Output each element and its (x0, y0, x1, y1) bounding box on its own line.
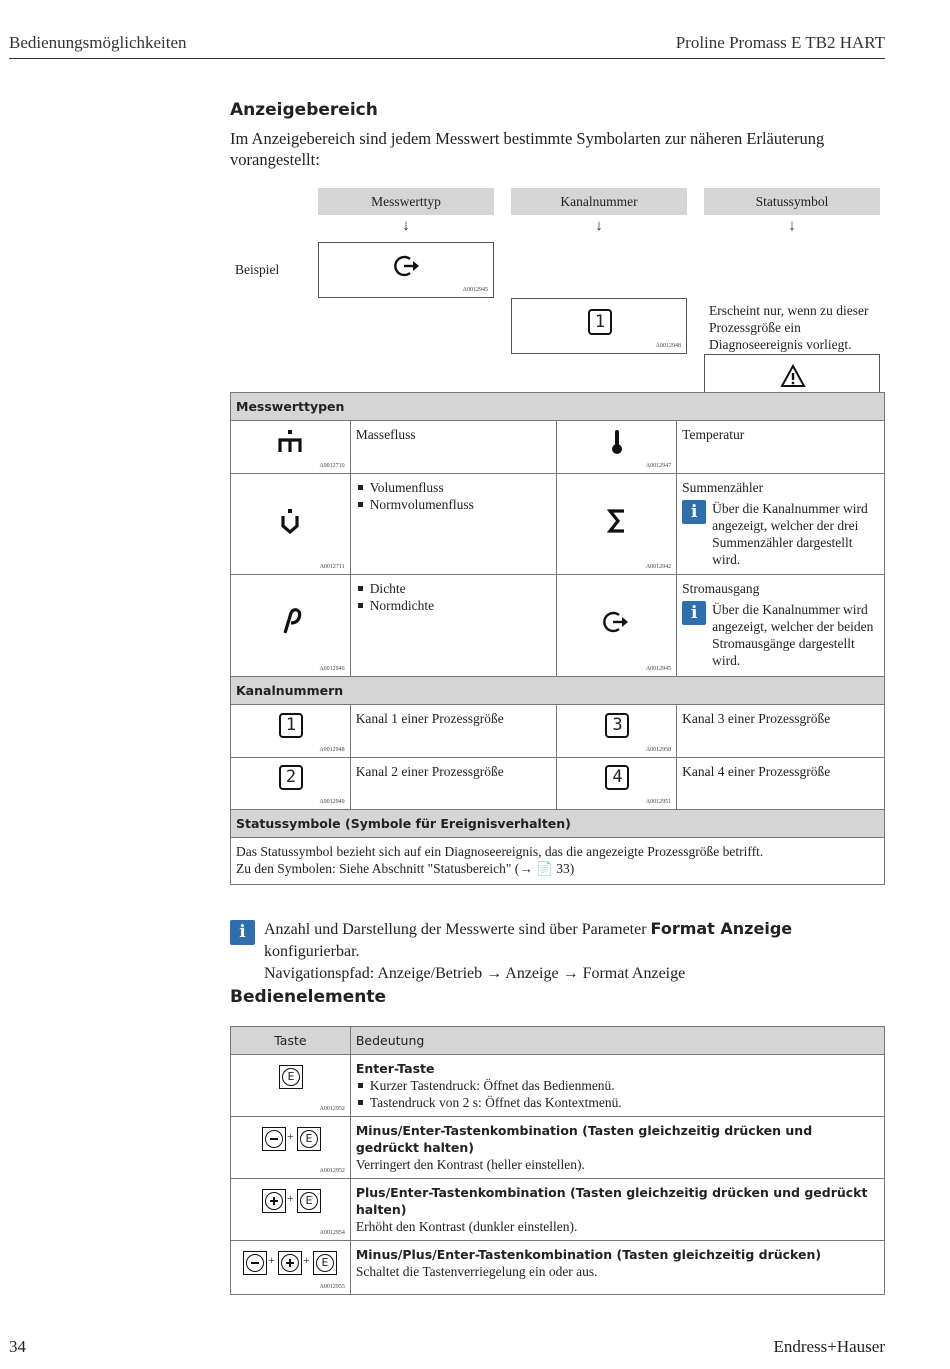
current-output-label: Stromausgang (682, 581, 760, 596)
totalizer-symbol-cell (557, 474, 677, 575)
totalizer-label: Summenzähler (682, 480, 764, 495)
parameter-name: Format Anzeige (650, 919, 793, 938)
list-item: Normdichte (356, 597, 552, 614)
key-description: Erhöht den Kontrast (dunkler einstellen). (355, 1219, 578, 1234)
warning-icon (780, 364, 806, 388)
section-statussymbole: Statussymbole (Symbole für Ereignisverhalten) (231, 810, 885, 838)
sigma-icon (607, 508, 627, 534)
minus-enter-cell (231, 1117, 351, 1179)
plus-sign: + (287, 1129, 294, 1143)
key-title: Minus/Plus/Enter-Tastenkombination (Tasten gleichzeitig drücken) (355, 1247, 822, 1262)
key-description: Verringert den Kontrast (heller einstellen). (355, 1157, 585, 1172)
minus-key-icon (262, 1127, 286, 1151)
beispiel-label: Beispiel (235, 262, 280, 277)
enter-key-letter: E (300, 1130, 318, 1148)
keys-table (230, 1026, 885, 1295)
enter-key-description (350, 1055, 884, 1117)
totalizer-cell (677, 474, 885, 575)
figure-code: A0012945 (645, 666, 672, 672)
info-note (682, 601, 879, 669)
col-bedeutung: Bedeutung (350, 1027, 884, 1055)
current-output-symbol-cell (557, 575, 677, 677)
figure-code: A0012948 (319, 747, 345, 753)
header-rule (9, 58, 885, 59)
note-line-2: Navigationspfad: Anzeige/Betrieb → Anzeige → Format Anzeige (264, 965, 686, 982)
enter-key-icon (313, 1251, 337, 1275)
figure-code: A0012945 (462, 287, 488, 293)
key-title: Enter-Taste (355, 1061, 435, 1076)
density-symbol-cell (231, 575, 351, 677)
channel-1-icon: 1 (588, 309, 612, 335)
enter-key-letter: E (316, 1254, 334, 1272)
example-measurement-type-box (318, 242, 494, 298)
volume-flow-icon (280, 508, 300, 534)
mass-flow-icon (277, 429, 303, 455)
volume-symbol-cell (231, 474, 351, 575)
list-item: Normvolumenfluss (356, 496, 552, 513)
plus-key-icon (262, 1189, 286, 1213)
channel-2-label: Kanal 2 einer Prozessgröße (350, 758, 557, 810)
footer-brand: Endress+Hauser (773, 1337, 885, 1356)
info-note (682, 500, 879, 568)
info-text: Über die Kanalnummer wird angezeigt, welcher der beiden Stromausgänge dargestellt wird. (712, 602, 874, 668)
status-line-2[interactable]: Zu den Symbolen: Siehe Abschnitt "Statusbereich" (→ 📄 33) (236, 861, 575, 876)
down-arrow: ↓ (402, 218, 410, 234)
channel-4-cell (557, 758, 677, 810)
figure-code: A0012947 (645, 463, 672, 469)
anzeigebereich-heading: Anzeigebereich (230, 100, 378, 120)
temperature-symbol-cell (557, 421, 677, 474)
plus-sign: + (268, 1253, 275, 1267)
list-item: Volumenfluss (356, 479, 552, 496)
volume-items (350, 474, 557, 575)
current-output-cell (677, 575, 885, 677)
plus-sign: + (287, 1191, 294, 1205)
info-icon: i (230, 920, 255, 945)
page-number: 34 (9, 1337, 26, 1356)
plus-enter-cell (231, 1179, 351, 1241)
figure-code: A0012942 (645, 564, 672, 570)
thermometer-icon (609, 428, 625, 456)
massflow-label: Massefluss (350, 421, 557, 474)
figure-code: A0012946 (319, 666, 345, 672)
minus-enter-description (350, 1117, 884, 1179)
plus-key-icon (278, 1251, 302, 1275)
status-note: Erscheint nur, wenn zu dieser Prozessgröße ein Diagnoseereignis vorliegt. (709, 303, 869, 352)
column-statussymbol: Statussymbol (704, 188, 880, 215)
channel-4-icon: 4 (605, 765, 629, 790)
status-description (231, 838, 885, 885)
enter-key-icon (279, 1065, 303, 1089)
channel-1-icon: 1 (279, 713, 303, 738)
figure-code: A0012954 (319, 1230, 345, 1236)
info-icon: i (682, 500, 706, 524)
info-icon: i (682, 601, 706, 625)
column-messwerttyp: Messwerttyp (318, 188, 494, 215)
temperature-label: Temperatur (677, 421, 885, 474)
list-item: Kurzer Tastendruck: Öffnet das Bedienmenü. (356, 1077, 879, 1094)
figure-code: A0012950 (645, 747, 672, 753)
minus-key-icon (243, 1251, 267, 1275)
example-channel-box (511, 298, 687, 354)
enter-key-cell (231, 1055, 351, 1117)
column-kanalnummer: Kanalnummer (511, 188, 687, 215)
channel-2-cell (231, 758, 351, 810)
enter-key-icon (297, 1127, 321, 1151)
anzeigebereich-intro: Im Anzeigebereich sind jedem Messwert bestimmte Symbolarten zur näheren Erläuterung vorangestellt: (230, 129, 825, 169)
massflow-symbol-cell (231, 421, 351, 474)
header-section-title: Bedienungsmöglichkeiten (9, 33, 187, 52)
header-document-title: Proline Promass E TB2 HART (675, 33, 885, 52)
info-text: Über die Kanalnummer wird angezeigt, welcher der drei Summenzähler dargestellt wird. (712, 501, 868, 567)
down-arrow: ↓ (595, 218, 603, 234)
minus-plus-enter-cell (231, 1241, 351, 1295)
symbol-table (230, 392, 885, 885)
section-messwerttypen: Messwerttypen (231, 393, 885, 421)
figure-code: A0012955 (319, 1284, 345, 1290)
enter-key-icon (297, 1189, 321, 1213)
figure-code: A0012952 (319, 1106, 345, 1112)
key-description: Schaltet die Tastenverriegelung ein oder aus. (355, 1264, 598, 1279)
channel-3-cell (557, 705, 677, 758)
current-output-icon (394, 253, 422, 279)
channel-1-label: Kanal 1 einer Prozessgröße (350, 705, 557, 758)
col-taste: Taste (231, 1027, 351, 1055)
minus-plus-enter-description (350, 1241, 884, 1295)
plus-sign: + (303, 1253, 310, 1267)
figure-code: A0012951 (645, 799, 672, 805)
enter-key-letter: E (282, 1068, 300, 1086)
note-text: Anzahl und Darstellung der Messwerte sind über Parameter (264, 921, 651, 938)
channel-3-icon: 3 (605, 713, 629, 738)
channel-2-icon: 2 (279, 765, 303, 790)
enter-key-letter: E (300, 1192, 318, 1210)
key-title: Minus/Enter-Tastenkombination (Tasten gleichzeitig drücken und gedrückt halten) (355, 1123, 813, 1155)
figure-code: A0012952 (319, 1168, 345, 1174)
key-title: Plus/Enter-Tastenkombination (Tasten gleichzeitig drücken und gedrückt halten) (355, 1185, 868, 1217)
figure-code: A0012710 (319, 463, 345, 469)
channel-4-label: Kanal 4 einer Prozessgröße (677, 758, 885, 810)
note-text: konfigurierbar. (264, 943, 360, 960)
current-output-icon (603, 609, 631, 635)
figure-code: A0012949 (319, 799, 345, 805)
list-item: Tastendruck von 2 s: Öffnet das Kontextmenü. (356, 1094, 879, 1111)
plus-enter-description (350, 1179, 884, 1241)
bedienelemente-heading: Bedienelemente (230, 987, 387, 1007)
down-arrow: ↓ (788, 218, 796, 234)
channel-3-label: Kanal 3 einer Prozessgröße (677, 705, 885, 758)
format-note (264, 918, 889, 985)
list-item: Dichte (356, 580, 552, 597)
note-line-1 (264, 918, 889, 963)
density-icon (279, 607, 303, 635)
section-kanalnummern: Kanalnummern (231, 677, 885, 705)
figure-code: A0012711 (319, 564, 345, 570)
density-items (350, 575, 557, 677)
status-line-1: Das Statussymbol bezieht sich auf ein Diagnoseereignis, das die angezeigte Prozessgröße betrifft. (236, 844, 764, 859)
channel-1-cell (231, 705, 351, 758)
figure-code: A0012948 (655, 343, 681, 349)
